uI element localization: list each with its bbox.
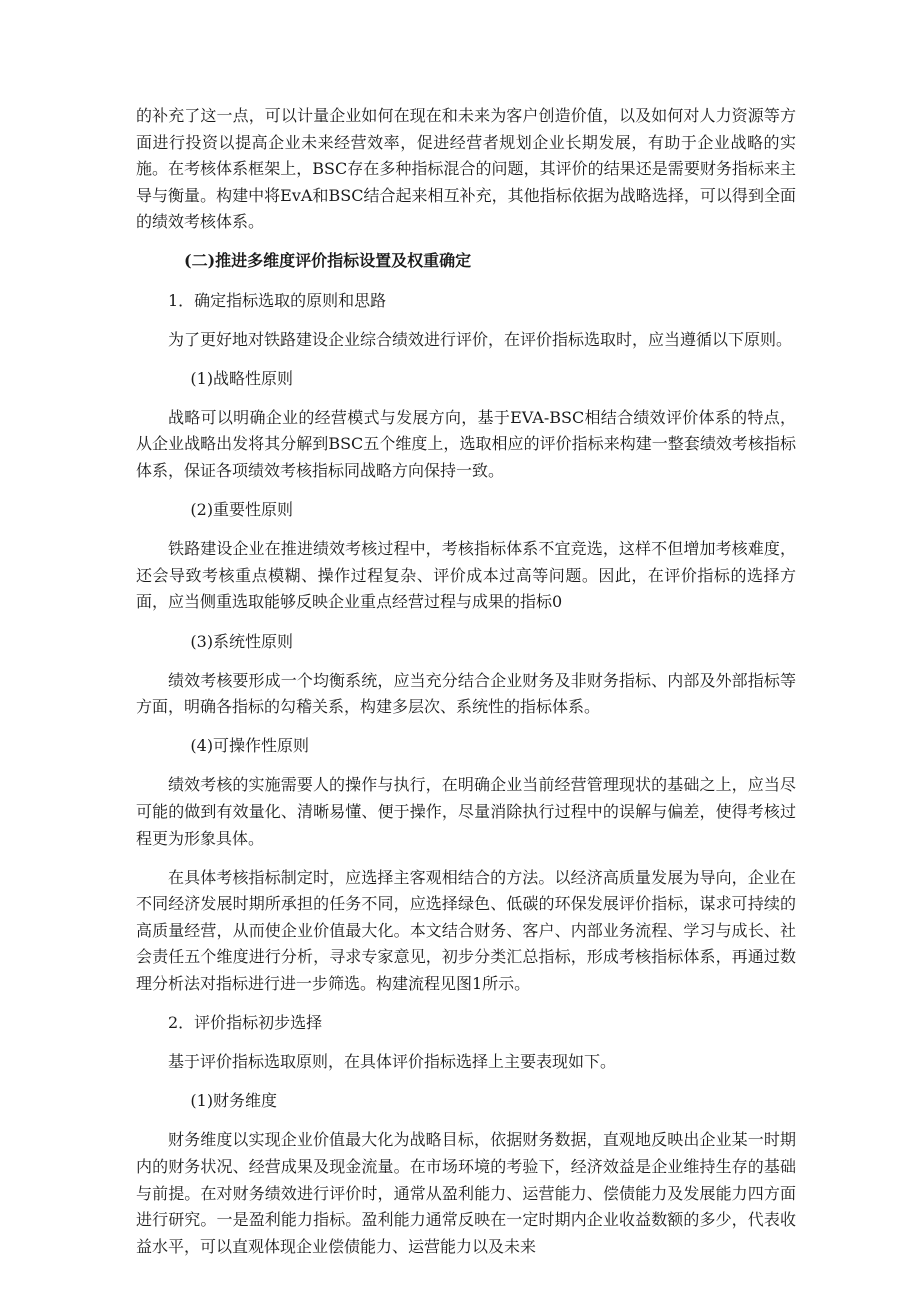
paragraph-intro: 为了更好地对铁路建设企业综合绩效进行评价，在评价指标选取时，应当遵循以下原则。 <box>168 329 793 349</box>
paragraph-continuation: 的补充了这一点，可以计量企业如何在现在和未来为客户创造价值，以及如何对人力资源等方面进行投资以提高企业未来经营效率，促进经营者规划企业长期发展，有助于企业战略的实施。在考核体系框架上，BSC存在多种指标混合的问题，其评价的结果还是需要财务指标来主导与衡量。构建中将EvA和BSC结合起来相互补充，其他指标依据为战略选择，可以得到全面的绩效考核体系。 <box>136 106 796 232</box>
section-heading-2: (二)推进多维度评价指标设置及权重确定 <box>184 251 472 271</box>
paragraph-operable: 绩效考核的实施需要人的操作与执行，在明确企业当前经营管理现状的基础之上，应当尽可能的做到有效量化、清晰易懂、便于操作，尽量消除执行过程中的误解与偏差，使得考核过程更为形象具体。 <box>136 775 796 848</box>
heading-system-principle: (3)系统性原则 <box>190 631 294 651</box>
subsection-heading-1: 1．确定指标选取的原则和思路 <box>168 290 387 310</box>
paragraph-system: 绩效考核要形成一个均衡系统，应当充分结合企业财务及非财务指标、内部及外部指标等方面，明确各指标的勾稽关系，构建多层次、系统性的指标体系。 <box>136 670 796 717</box>
heading-finance-dimension: (1)财务维度 <box>190 1091 278 1111</box>
subsection-heading-2: 2．评价指标初步选择 <box>168 1013 323 1033</box>
document-page <box>136 103 796 1273</box>
heading-importance-principle: (2)重要性原则 <box>190 500 294 520</box>
paragraph-select: 基于评价指标选取原则，在具体评价指标选择上主要表现如下。 <box>168 1052 617 1072</box>
paragraph-method: 在具体考核指标制定时，应选择主客观相结合的方法。以经济高质量发展为导向，企业在不同经济发展时期所承担的任务不同，应选择绿色、低碳的环保发展评价指标，谋求可持续的高质量经营，从而使企业价值最大化。本文结合财务、客户、内部业务流程、学习与成长、社会责任五个维度进行分析，寻求专家意见，初步分类汇总指标，形成考核指标体系，再通过数理分析法对指标进行进一步筛选。构建流程见图1所示。 <box>136 867 796 994</box>
heading-operable-principle: (4)可操作性原则 <box>190 736 310 756</box>
paragraph-strategic: 战略可以明确企业的经营模式与发展方向，基于EVA-BSC相结合绩效评价体系的特点，从企业战略出发将其分解到BSC五个维度上，选取相应的评价指标来构建一整套绩效考核指标体系，保证各项绩效考核指标同战略方向保持一致。 <box>136 407 796 481</box>
heading-strategic-principle: (1)战略性原则 <box>190 368 294 388</box>
paragraph-finance: 财务维度以实现企业价值最大化为战略目标，依据财务数据，直观地反映出企业某一时期内的财务状况、经营成果及现金流量。在市场环境的考验下，经济效益是企业维持生存的基础与前提。在对财务绩效进行评价时，通常从盈利能力、运营能力、偿债能力及发展能力四方面进行研究。一是盈利能力指标。盈利能力通常反映在一定时期内企业收益数额的多少，代表收益水平，可以直观体现企业偿债能力、运营能力以及未来 <box>136 1130 796 1256</box>
paragraph-importance: 铁路建设企业在推进绩效考核过程中，考核指标体系不宜竞选，这样不但增加考核难度，还会导致考核重点模糊、操作过程复杂、评价成本过高等问题。因此，在评价指标的选择方面，应当侧重选取能够反映企业重点经营过程与成果的指标0 <box>136 539 796 612</box>
